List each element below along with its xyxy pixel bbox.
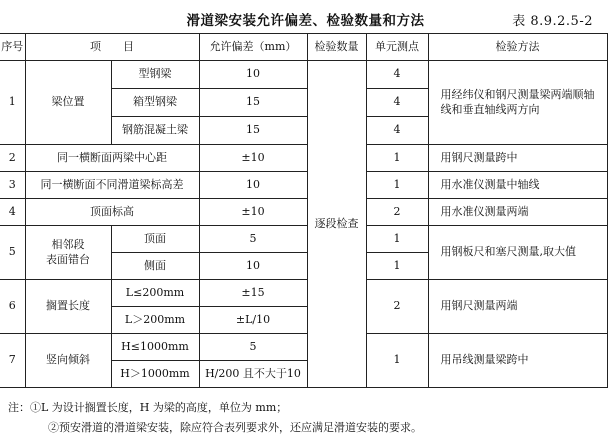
tolerance-cell: 5 xyxy=(199,226,307,253)
header-tolerance: 允许偏差（mm） xyxy=(199,34,307,61)
table-notes xyxy=(8,398,422,438)
subitem-cell: 钢筋混凝土梁 xyxy=(111,117,199,145)
item-cell: 同一横断面不同滑道梁标高差 xyxy=(25,172,199,199)
table-row xyxy=(0,199,607,226)
table-number: 表 8.9.2.5-2 xyxy=(512,14,593,29)
points-cell: 4 xyxy=(366,117,428,145)
header-row xyxy=(0,34,607,61)
points-cell: 1 xyxy=(366,145,428,172)
seq-cell: 3 xyxy=(0,172,25,199)
seq-cell: 7 xyxy=(0,334,25,388)
note-2: ②预安滑道的滑道梁安装，除应符合表列要求外，还应满足滑道安装的要求。 xyxy=(48,421,422,434)
tolerance-cell: ±15 xyxy=(199,280,307,307)
item-cell-line: 表面错台 xyxy=(46,252,90,266)
tolerance-cell: 10 xyxy=(199,172,307,199)
points-cell: 2 xyxy=(366,199,428,226)
inspection-qty-cell: 逐段检查 xyxy=(307,61,366,388)
subitem-cell: 型钢梁 xyxy=(111,61,199,89)
item-cell-line: 相邻段 xyxy=(51,237,85,251)
table-row xyxy=(0,226,607,253)
table-row xyxy=(0,172,607,199)
item-cell: 搁置长度 xyxy=(25,280,111,334)
seq-cell: 5 xyxy=(0,226,25,280)
table-row xyxy=(0,61,607,89)
subitem-cell: L≤200mm xyxy=(111,280,199,307)
header-method: 检验方法 xyxy=(428,34,607,61)
subitem-cell: H＞1000mm xyxy=(111,361,199,388)
subitem-cell: H≤1000mm xyxy=(111,334,199,361)
points-cell: 1 xyxy=(366,253,428,280)
table-row xyxy=(0,145,607,172)
item-cell: 顶面标高 xyxy=(25,199,199,226)
method-cell: 用钢尺测量跨中 xyxy=(428,145,607,172)
subitem-cell: L＞200mm xyxy=(111,307,199,334)
tolerance-cell: ±10 xyxy=(199,145,307,172)
table-row xyxy=(0,334,607,361)
item-cell: 竖向倾斜 xyxy=(25,334,111,388)
header-seq: 序号 xyxy=(0,34,25,61)
tolerance-cell: 10 xyxy=(199,61,307,89)
seq-cell: 2 xyxy=(0,145,25,172)
note-1: 注：①L 为设计搁置长度，H 为梁的高度，单位为 mm； xyxy=(8,401,288,414)
method-cell: 用水准仪测量中轴线 xyxy=(428,172,607,199)
method-cell: 用吊线测量梁跨中 xyxy=(428,334,607,388)
item-cell xyxy=(25,226,111,280)
tolerance-cell: ±10 xyxy=(199,199,307,226)
points-cell: 1 xyxy=(366,226,428,253)
points-cell: 1 xyxy=(366,334,428,388)
item-cell: 同一横断面两梁中心距 xyxy=(25,145,199,172)
table-title: 滑道梁安装允许偏差、检验数量和方法 xyxy=(186,13,425,29)
subitem-cell: 侧面 xyxy=(111,253,199,280)
tolerance-cell: ±L/10 xyxy=(199,307,307,334)
table-row xyxy=(0,280,607,307)
points-cell: 2 xyxy=(366,280,428,334)
tolerance-cell: 15 xyxy=(199,117,307,145)
item-cell: 梁位置 xyxy=(25,61,111,145)
header-unit-points: 单元测点 xyxy=(366,34,428,61)
tolerance-cell: 5 xyxy=(199,334,307,361)
tolerance-cell: 15 xyxy=(199,89,307,117)
tolerance-cell: H/200 且不大于10 xyxy=(199,361,307,388)
method-cell: 用钢板尺和塞尺测量,取大值 xyxy=(428,226,607,280)
tolerance-cell: 10 xyxy=(199,253,307,280)
points-cell: 1 xyxy=(366,172,428,199)
header-inspection-qty: 检验数量 xyxy=(307,34,366,61)
points-cell: 4 xyxy=(366,89,428,117)
subitem-cell: 顶面 xyxy=(111,226,199,253)
subitem-cell: 箱型钢梁 xyxy=(111,89,199,117)
tolerance-table xyxy=(0,33,608,388)
method-cell: 用钢尺测量两端 xyxy=(428,280,607,334)
seq-cell: 4 xyxy=(0,199,25,226)
method-cell: 用经纬仪和钢尺测量梁两端顺轴线和垂直轴线两方向 xyxy=(428,61,607,145)
seq-cell: 1 xyxy=(0,61,25,145)
seq-cell: 6 xyxy=(0,280,25,334)
points-cell: 4 xyxy=(366,61,428,89)
method-cell: 用水准仪测量两端 xyxy=(428,199,607,226)
header-item: 项 目 xyxy=(25,34,199,61)
